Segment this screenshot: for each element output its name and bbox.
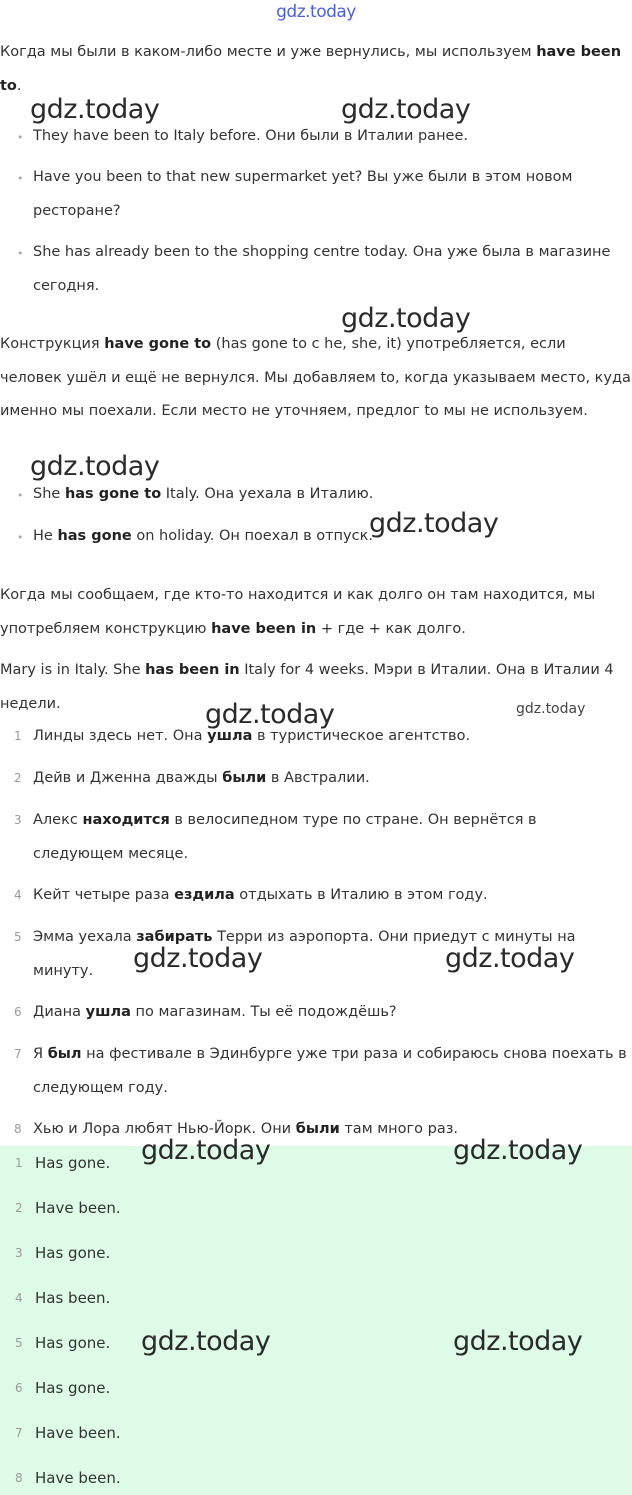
answer-item: Has gone. xyxy=(35,1379,111,1397)
intro-text: Когда мы были в каком-либо месте и уже вернулись, мы используем xyxy=(0,44,537,60)
answer-item: Has been. xyxy=(35,1289,111,1307)
task-number: 4 xyxy=(14,888,22,902)
intro-text-end: . xyxy=(16,77,22,94)
watermark: gdz.today xyxy=(453,1326,583,1357)
answer-number: 4 xyxy=(15,1291,23,1305)
site-watermark-top: gdz.today xyxy=(276,2,356,22)
task-item: Дейв и Дженна дважды были в Австралии. xyxy=(33,770,370,786)
example-item: They have been to Italy before. Они были в Италии ранее. xyxy=(33,128,468,144)
answer-item: Has gone. xyxy=(35,1334,111,1352)
task-number: 5 xyxy=(14,930,22,944)
bullet-icon: • xyxy=(17,247,24,260)
answer-number: 1 xyxy=(15,1156,23,1170)
watermark: gdz.today xyxy=(141,1326,271,1357)
task-number: 2 xyxy=(14,771,22,785)
watermark: gdz.today xyxy=(341,303,471,334)
task-number: 1 xyxy=(14,729,22,743)
bullet-icon: • xyxy=(17,531,24,544)
task-item: Хью и Лора любят Нью-Йорк. Они были там много раз. xyxy=(33,1121,459,1137)
task-item: Я был на фестивале в Эдинбурге уже три раза и собираюсь снова поехать в следующем году. xyxy=(33,1046,627,1096)
example-item: She has gone to Italy. Она уехала в Италию. xyxy=(33,486,374,502)
rule-text: (has gone to с he, she, it) употребляется, если человек ушёл и ещё не вернулся. Мы добавляем to, когда указываем место, куда именно мы поехали. Если место не уточняем, предлог to мы не используем. xyxy=(0,336,631,419)
bullet-icon: • xyxy=(17,131,24,144)
been-in-rule-paragraph: Когда мы сообщаем, где кто-то находится и как долго он там находится, мы употребляем конструкцию have been in + где + как долго. xyxy=(0,587,596,637)
watermark: gdz.today xyxy=(30,94,160,125)
task-number: 7 xyxy=(14,1047,22,1061)
answers-panel xyxy=(0,1146,632,1495)
answer-number: 2 xyxy=(15,1201,23,1215)
task-item: Диана ушла по магазинам. Ты её подождёшь? xyxy=(33,1004,397,1020)
answer-number: 8 xyxy=(15,1471,23,1485)
answer-number: 6 xyxy=(15,1381,23,1395)
task-number: 8 xyxy=(14,1122,22,1136)
task-item: Эмма уехала забирать Терри из аэропорта. Они приедут с минуты на минуту. xyxy=(33,929,576,979)
bullet-icon: • xyxy=(17,489,24,502)
answer-item: Have been. xyxy=(35,1469,121,1487)
answer-item: Has gone. xyxy=(35,1154,111,1172)
example-item: Have you been to that new supermarket yet? Вы уже были в этом новом ресторане? xyxy=(33,169,573,219)
example-item: She has already been to the shopping centre today. Она уже была в магазине сегодня. xyxy=(33,244,611,294)
task-item: Линды здесь нет. Она ушла в туристическое агентство. xyxy=(33,728,471,744)
watermark: gdz.today xyxy=(453,1135,583,1166)
watermark: gdz.today xyxy=(445,943,575,974)
gone-rule-paragraph xyxy=(0,328,632,429)
rule-text: Конструкция xyxy=(0,336,105,352)
mary-example-paragraph: Mary is in Italy. She has been in Italy for 4 weeks. Мэри в Италии. Она в Италии 4 недели. xyxy=(0,662,614,712)
bullet-icon: • xyxy=(17,172,24,185)
watermark: gdz.today xyxy=(141,1135,271,1166)
watermark: gdz.today xyxy=(341,94,471,125)
intro-bold: have been to xyxy=(0,44,622,94)
task-item: Кейт четыре раза ездила отдыхать в Италию в этом году. xyxy=(33,887,488,903)
watermark-small: gdz.today xyxy=(516,701,586,717)
task-number: 6 xyxy=(14,1005,22,1019)
watermark: gdz.today xyxy=(205,699,335,730)
answer-item: Have been. xyxy=(35,1199,121,1217)
answer-item: Have been. xyxy=(35,1424,121,1442)
answer-number: 3 xyxy=(15,1246,23,1260)
answer-number: 7 xyxy=(15,1426,23,1440)
answer-item: Has gone. xyxy=(35,1244,111,1262)
task-number: 3 xyxy=(14,813,22,827)
watermark: gdz.today xyxy=(133,943,263,974)
rule-bold: have gone to xyxy=(104,336,212,352)
task-item: Алекс находится в велосипедном туре по стране. Он вернётся в следующем месяце. xyxy=(33,812,537,862)
answer-number: 5 xyxy=(15,1336,23,1350)
watermark: gdz.today xyxy=(369,508,499,539)
watermark: gdz.today xyxy=(30,451,160,482)
example-item: He has gone on holiday. Он поехал в отпуск. xyxy=(33,528,373,544)
intro-paragraph xyxy=(0,36,632,103)
